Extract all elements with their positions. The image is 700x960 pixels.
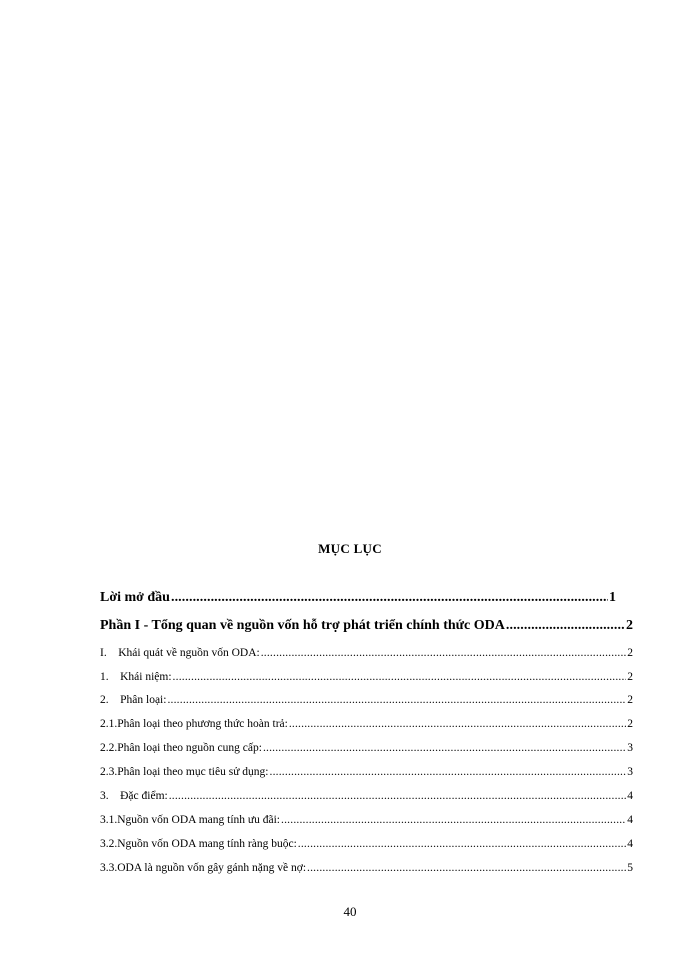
toc-entry-label: I. Khái quát về nguồn vốn ODA: [100,647,260,659]
toc-entry-label: 3.1.Nguồn vốn ODA mang tính ưu đãi: [100,814,281,826]
toc-title: MỤC LỤC [318,541,382,556]
page-number: 40 [343,904,357,919]
toc-entry-page: 4 [627,790,633,802]
toc-entry-label: 1. Khái niệm: [100,671,172,683]
toc-entry[interactable] [100,718,633,730]
toc-entry-label: 3. Đặc điểm: [100,790,168,802]
toc-entry[interactable] [100,814,633,826]
toc-entry[interactable] [100,618,633,634]
toc-entry-label: 3.2.Nguồn vốn ODA mang tính ràng buộc: [100,838,297,850]
dot-leader [263,742,626,754]
dot-leader [289,718,626,730]
toc-entry[interactable] [100,790,633,802]
toc-entry-page: 1 [609,590,616,605]
toc-entry-label: 2.3.Phân loại theo mục tiêu sử dụng: [100,766,269,778]
toc-entry-page: 4 [627,838,633,850]
dot-leader [173,671,627,683]
toc-entry-page: 3 [627,742,633,754]
toc-entry-page: 2 [626,618,633,633]
toc-entry-label: 2.2.Phân loại theo nguồn cung cấp: [100,742,262,754]
toc-entry[interactable] [100,766,633,778]
toc-entry-label: 2. Phân loại: [100,694,167,706]
dot-leader [506,618,625,634]
dot-leader [169,790,627,802]
dot-leader [281,814,626,826]
dot-leader [171,590,608,606]
toc-entry-page: 3 [627,766,633,778]
toc-entry[interactable] [100,590,633,606]
dot-leader [270,766,627,778]
toc-entry-label: Phần I - Tổng quan về nguồn vốn hỗ trợ phát triển chính thức ODA [100,618,505,633]
dot-leader [298,838,626,850]
toc-entry[interactable] [100,647,633,659]
toc-entry-page: 2 [627,647,633,659]
toc-entry-label: 2.1.Phân loại theo phương thức hoàn trả: [100,718,288,730]
dot-leader [261,647,627,659]
dot-leader [307,862,626,874]
toc-entry-page: 2 [627,718,633,730]
dot-leader [167,694,626,706]
toc-entry-page: 2 [627,671,633,683]
toc-entry-page: 4 [627,814,633,826]
toc-entry[interactable] [100,838,633,850]
toc-entry-page: 2 [627,694,633,706]
toc-entry[interactable] [100,862,633,874]
toc-entry-label: 3.3.ODA là nguồn vốn gây gánh nặng về nợ: [100,862,307,874]
toc-entry-page: 5 [627,862,633,874]
toc-entry[interactable] [100,742,633,754]
toc-entry[interactable] [100,694,633,706]
toc-entry[interactable] [100,671,633,683]
toc-entry-label: Lời mở đầu [100,590,170,605]
